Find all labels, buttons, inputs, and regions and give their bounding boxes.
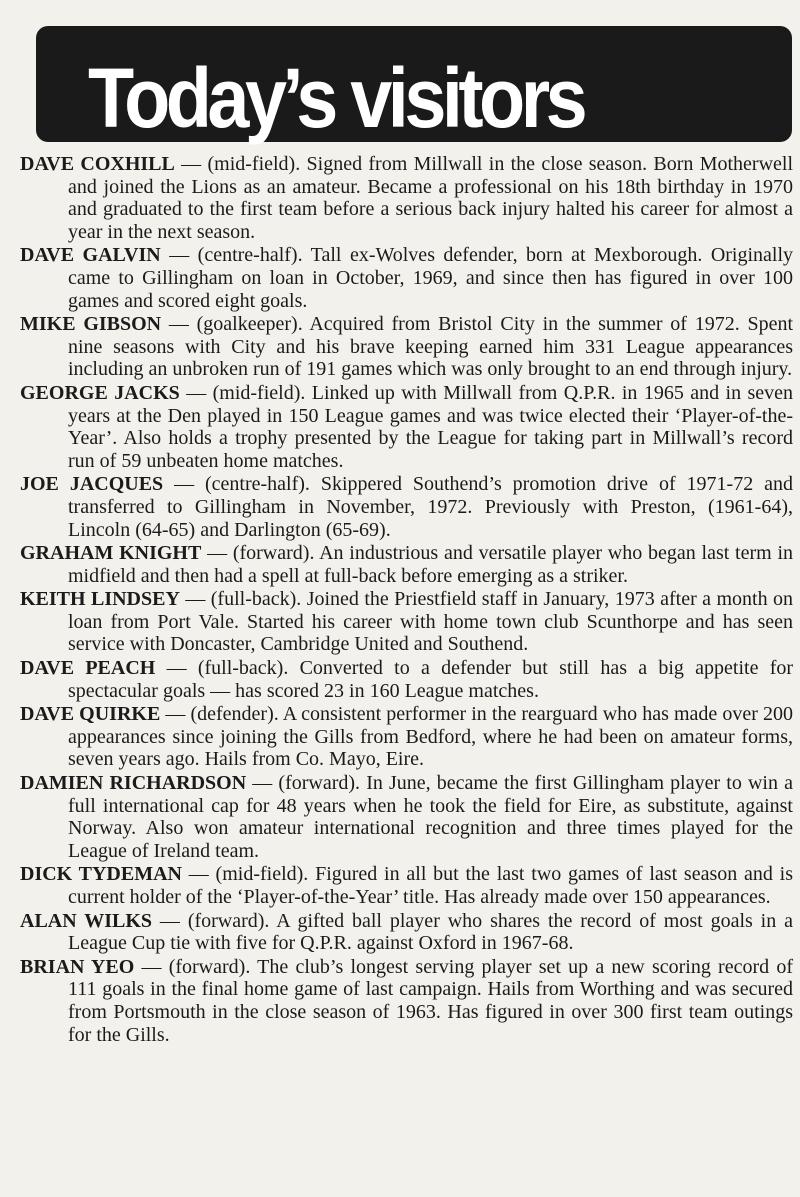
player-entry-yeo	[20, 956, 793, 1046]
player-description: — (forward). The club’s longest serving player set up a new scoring record of 111 goals in the final home game of last campaign. Hails from Worthing and was secured from Portsmouth in the close season of 1963. Has figured in over 300 first team outings for the Gills.	[68, 955, 793, 1046]
player-name: KEITH LINDSEY	[20, 588, 180, 611]
player-description: — (centre-half). Tall ex-Wolves defender, born at Mexborough. Originally came to Gillingham on loan in October, 1969, and since then has figured in over 100 games and scored eight goals.	[68, 244, 794, 312]
player-entry-galvin	[20, 244, 793, 312]
player-description: — (mid-field). Linked up with Millwall from Q.P.R. in 1965 and in seven years at the Den played in 150 League games and was twice elected their ‘Player-of-the-Year’. Also holds a trophy presented by the League for taking part in Millwall’s record run of 59 unbeaten home matches.	[68, 381, 794, 472]
player-name: BRIAN YEO	[20, 955, 135, 978]
player-name: MIKE GIBSON	[20, 313, 162, 336]
player-name: DAVE COXHILL	[20, 153, 175, 175]
page-title: Today’s visitors	[88, 51, 584, 145]
player-description: — (goalkeeper). Acquired from Bristol City in the summer of 1972. Spent nine seasons with City and his brave keeping earned him 331 League appearances including an unbroken run of 191 games which was only brought to an end through injury.	[68, 313, 794, 381]
player-name: DAVE PEACH	[20, 657, 156, 680]
player-name: GEORGE JACKS	[20, 381, 180, 404]
player-entry-tydeman	[20, 863, 793, 908]
player-description: — (full-back). Joined the Priestfield staff in January, 1973 after a month on loan from Port Vale. Started his career with home town club Scunthorpe and has seen service with Doncaster, Cambridge United and Southend.	[68, 588, 793, 656]
player-description: — (mid-field). Signed from Millwall in the close season. Born Motherwell and joined the Lions as an amateur. Became a professional on his 18th birthday in 1970 and graduated to the first team before a serious back injury halted his career for almost a year in the next season.	[68, 153, 793, 243]
player-name: DAVE QUIRKE	[20, 703, 161, 726]
player-name: JOE JACQUES	[20, 473, 164, 496]
player-description: — (centre-half). Skippered Southend’s promotion drive of 1971-72 and transferred to Gillingham in November, 1972. Previously with Preston, (1961-64), Lincoln (64-65) and Darlington (65-69).	[68, 473, 793, 541]
player-entry-jacques	[20, 473, 793, 541]
player-description: — (forward). An industrious and versatile player who began last term in midfield and then had a spell at full-back before emerging as a striker.	[68, 542, 793, 587]
player-entry-peach	[20, 657, 793, 702]
player-name: DAMIEN RICHARDSON	[20, 772, 247, 795]
player-description: — (forward). A gifted ball player who shares the record of most goals in a League Cup tie with five for Q.P.R. against Oxford in 1967-68.	[68, 909, 794, 955]
player-entry-wilks	[20, 910, 793, 955]
player-name: ALAN WILKS	[20, 909, 153, 932]
player-name: GRAHAM KNIGHT	[20, 542, 202, 565]
player-name: DICK TYDEMAN	[20, 863, 182, 886]
player-entry-coxhill	[20, 153, 793, 243]
player-entry-richardson	[20, 772, 793, 862]
player-list	[20, 153, 793, 1047]
player-description: — (forward). In June, became the first Gillingham player to win a full international cap for 48 years when he took the field for Eire, as substitute, against Norway. Also won amateur international recognition and three times played for the League of Ireland team.	[68, 772, 793, 862]
player-name: DAVE GALVIN	[20, 244, 161, 267]
player-entry-knight	[20, 542, 793, 587]
player-entry-jacks	[20, 382, 793, 472]
player-entry-gibson	[20, 313, 793, 381]
player-description: — (full-back). Converted to a defender but still has a big appetite for spectacular goals — has scored 23 in 160 League matches.	[68, 657, 794, 702]
player-description: — (mid-field). Figured in all but the last two games of last season and is current holder of the ‘Player-of-the-Year’ title. Has already made over 150 appearances.	[68, 863, 793, 908]
player-entry-lindsey	[20, 588, 793, 656]
player-entry-quirke	[20, 703, 793, 771]
header-band	[36, 26, 792, 145]
player-description: — (defender). A consistent performer in the rearguard who has made over 200 appearances since joining the Gills from Bedford, where he had been on amateur forms, seven years ago. Hails from Co. Mayo, Eire.	[68, 703, 794, 771]
